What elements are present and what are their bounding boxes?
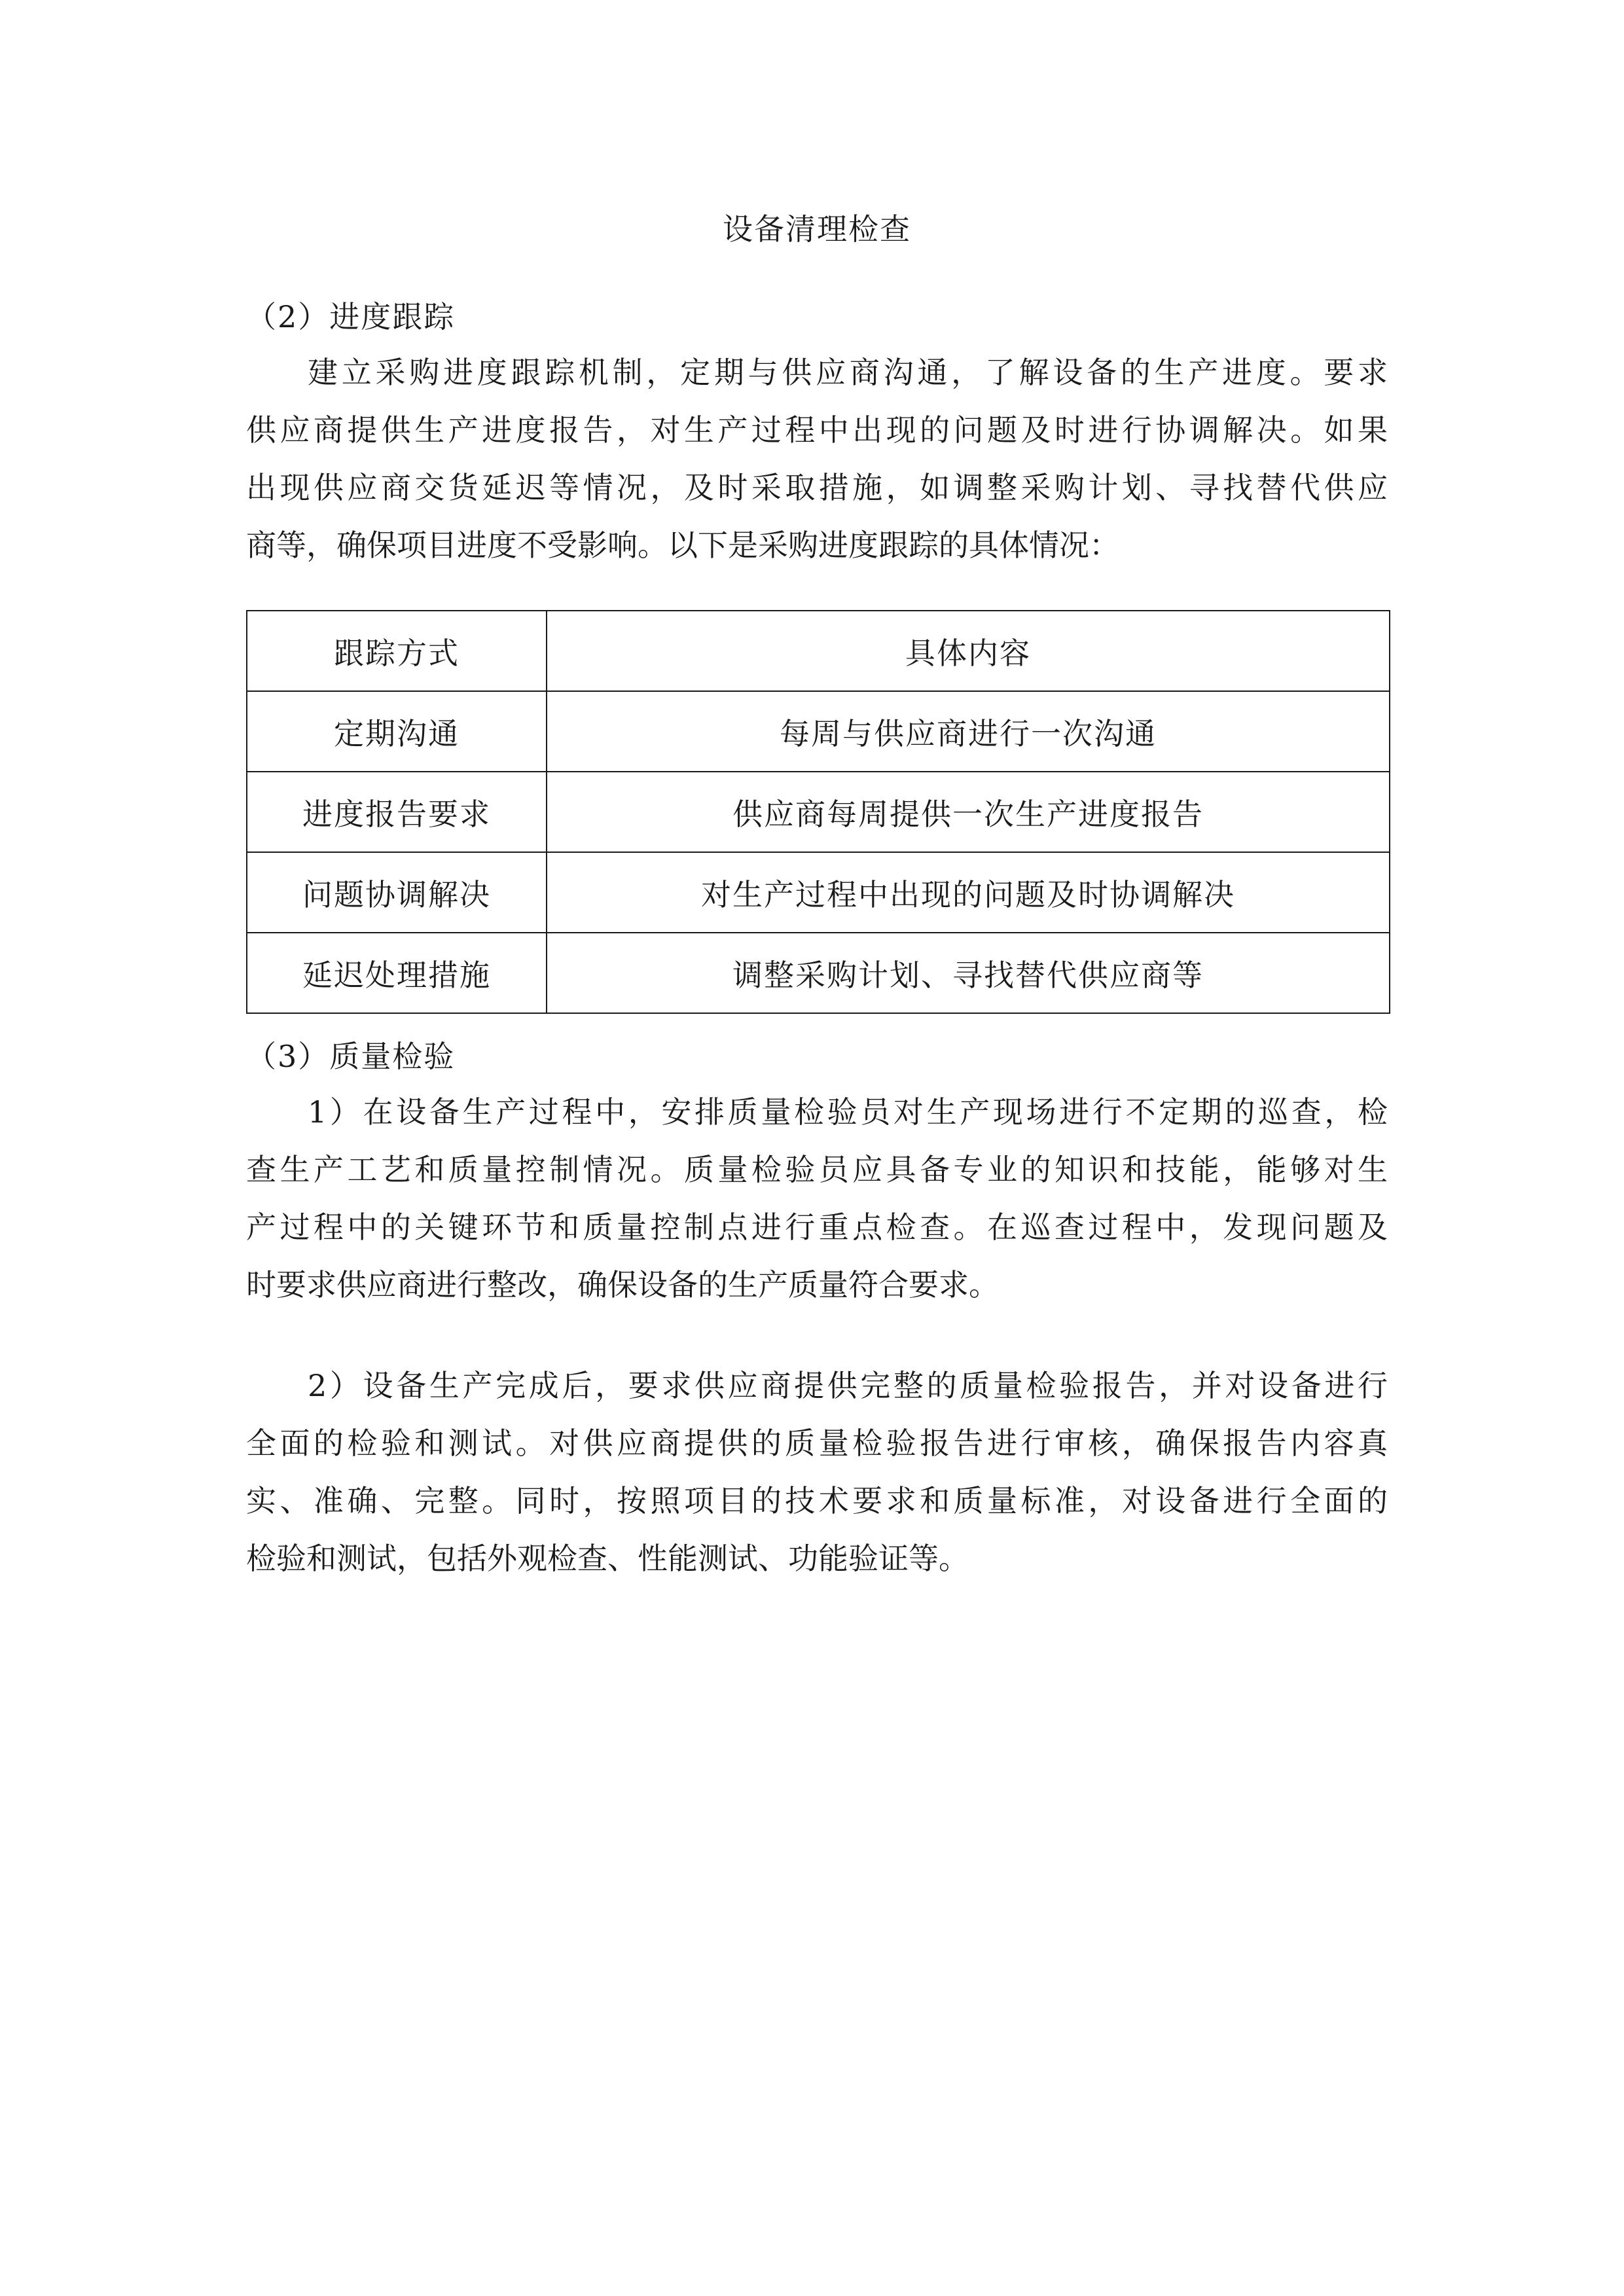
table-cell-content: 每周与供应商进行一次沟通 — [547, 691, 1390, 772]
table-row — [247, 691, 1390, 772]
table-cell-method: 进度报告要求 — [247, 772, 547, 852]
quality-paragraph-line: 全面的检验和测试。对供应商提供的质量检验报告进行审核，确保报告内容真 — [246, 1426, 1388, 1461]
table-row — [247, 933, 1390, 1013]
quality-paragraph-2 — [246, 1357, 1388, 1587]
quality-paragraph-1 — [246, 1083, 1388, 1314]
progress-paragraph-line: 供应商提供生产进度报告，对生产过程中出现的问题及时进行协调解决。如果 — [246, 412, 1388, 448]
table-cell-content: 调整采购计划、寻找替代供应商等 — [547, 933, 1390, 1013]
table-header-cell: 跟踪方式 — [247, 611, 547, 691]
quality-paragraph-line: 实、准确、完整。同时，按照项目的技术要求和质量标准，对设备进行全面的 — [246, 1483, 1388, 1518]
table-cell-method: 问题协调解决 — [247, 852, 547, 933]
quality-paragraph-line: 1）在设备生产过程中，安排质量检验员对生产现场进行不定期的巡查，检 — [308, 1094, 1388, 1130]
quality-paragraph-line: 时要求供应商进行整改，确保设备的生产质量符合要求。 — [246, 1267, 999, 1302]
quality-paragraph-line: 检验和测试，包括外观检查、性能测试、功能验证等。 — [246, 1541, 969, 1576]
table-cell-content: 对生产过程中出现的问题及时协调解决 — [547, 852, 1390, 933]
section-heading-quality: （3）质量检验 — [246, 1039, 456, 1074]
progress-paragraph-line: 商等，确保项目进度不受影响。以下是采购进度跟踪的具体情况： — [246, 528, 1119, 563]
table-cell-method: 延迟处理措施 — [247, 933, 547, 1013]
table-cell-method: 定期沟通 — [247, 691, 547, 772]
table-cell-content: 供应商每周提供一次生产进度报告 — [547, 772, 1390, 852]
quality-paragraph-line: 2）设备生产完成后，要求供应商提供完整的质量检验报告，并对设备进行 — [308, 1368, 1388, 1403]
table-row — [247, 852, 1390, 933]
progress-paragraph-line: 建立采购进度跟踪机制，定期与供应商沟通，了解设备的生产进度。要求 — [308, 355, 1388, 390]
table-header-cell: 具体内容 — [547, 611, 1390, 691]
quality-paragraph-line: 产过程中的关键环节和质量控制点进行重点检查。在巡查过程中，发现问题及 — [246, 1210, 1388, 1245]
section-heading-progress: （2）进度跟踪 — [246, 299, 456, 334]
quality-paragraph-line: 查生产工艺和质量控制情况。质量检验员应具备专业的知识和技能，能够对生 — [246, 1152, 1388, 1187]
table-row — [247, 772, 1390, 852]
progress-tracking-table — [246, 610, 1390, 1014]
page-header-title: 设备清理检查 — [723, 211, 911, 247]
table-header-row — [247, 611, 1390, 691]
progress-paragraph-line: 出现供应商交货延迟等情况，及时采取措施，如调整采购计划、寻找替代供应 — [246, 470, 1388, 505]
progress-paragraph — [246, 344, 1388, 574]
